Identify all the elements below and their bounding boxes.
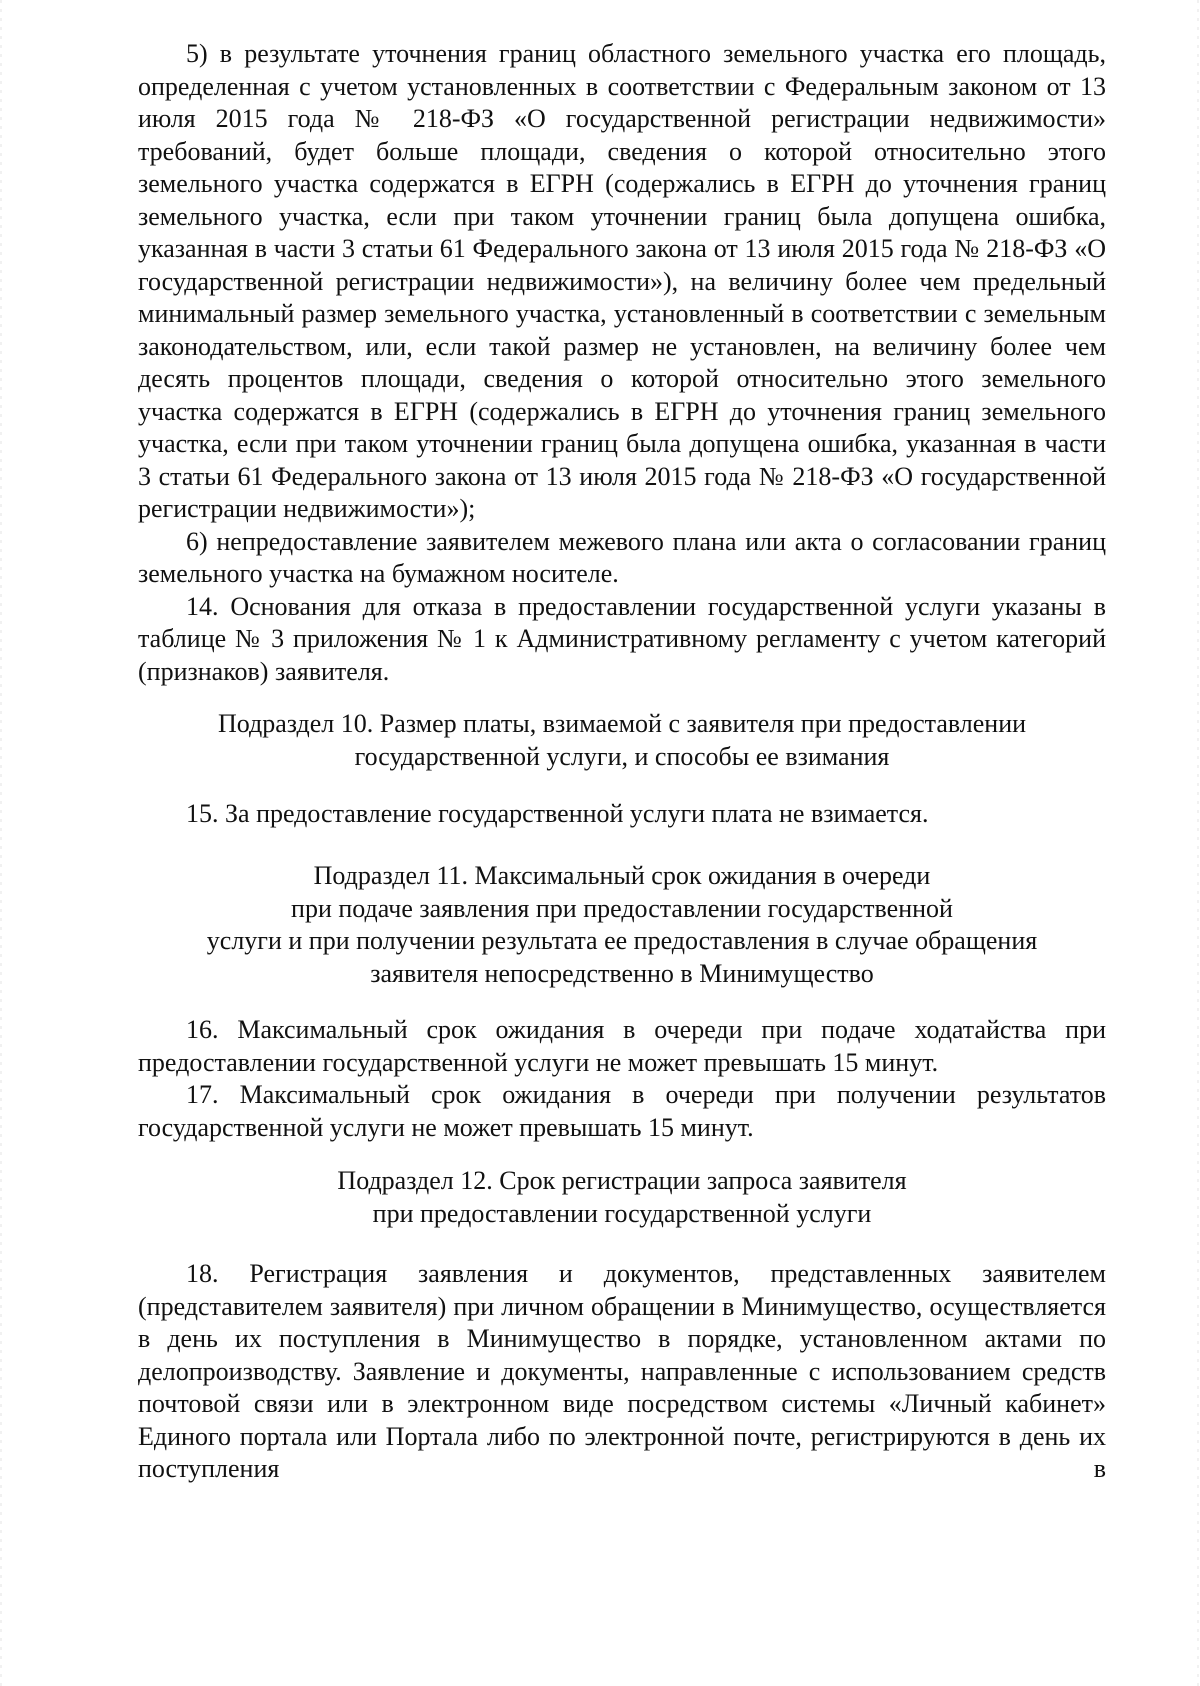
paragraph-item-16: 16. Максимальный срок ожидания в очереди при подаче ходатайства при предоставлении государственной услуги не может превышать 15 минут.	[138, 1015, 1106, 1077]
heading-11-line-3: услуги и при получении результата ее предоставления в случае обращения	[206, 926, 1038, 955]
heading-10-line-1: Подраздел 10. Размер платы, взимаемой с заявителя при предоставлении	[217, 709, 1027, 738]
paragraph-item-5: 5) в результате уточнения границ областного земельного участка его площадь, определенная с учетом установленных в соответствии с Федеральным законом от 13 июля 2015 года № 218-ФЗ «О государственной регистрации недвижимости» требований, будет больше площади, сведения о которой относительно этого земельного участка содержатся в ЕГРН (содержались в ЕГРН до уточнения границ земельного участка, если при таком уточнении границ была допущена ошибка, указанная в части 3 статьи 61 Федерального закона от 13 июля 2015 года № 218-ФЗ «О государственной регистрации недвижимости»), на величину более чем предельный минимальный размер земельного участка, установленный в соответствии с земельным законодательством, или, если такой размер не установлен, на величину более чем десять процентов площади, сведения о которой относительно этого земельного участка содержатся в ЕГРН (содержались в ЕГРН до уточнения границ земельного участка, если при таком уточнении границ была допущена ошибка, указанная в части 3 статьи 61 Федерального закона от 13 июля 2015 года № 218-ФЗ «О государственной регистрации недвижимости»);	[138, 39, 1106, 523]
heading-11-line-4: заявителя непосредственно в Минимущество	[370, 958, 874, 988]
scan-edge-right	[1197, 0, 1199, 1686]
paragraph-item-14: 14. Основания для отказа в предоставлении государственной услуги указаны в таблице № 3 приложения № 1 к Административному регламенту с учетом категорий (признаков) заявителя.	[138, 591, 1106, 686]
body-text-15	[138, 798, 1106, 831]
scan-edge-left	[0, 0, 2, 1686]
heading-10-line-2: государственной услуги, и способы ее взимания	[354, 741, 890, 771]
heading-11-line-1: Подраздел 11. Максимальный срок ожидания в очереди	[313, 861, 931, 890]
body-text-18	[138, 1258, 1106, 1486]
paragraph-item-6: 6) непредоставление заявителем межевого плана или акта о согласовании границ земельного участка на бумажном носителе.	[138, 526, 1106, 588]
paragraph-item-18: 18. Регистрация заявления и документов, представленных заявителем (представителем заявителя) при личном обращении в Минимущество, осуществляется в день их поступления в Минимущество в порядке, установленном актами по делопроизводству. Заявление и документы, направленные с использованием средств почтовой связи или в электронном виде посредством системы «Личный кабинет» Единого портала или Портала либо по электронной почте, регистрируются в день их поступления в	[138, 1259, 1106, 1483]
heading-12-line-1: Подраздел 12. Срок регистрации запроса заявителя	[337, 1166, 907, 1195]
heading-11-line-2: при подаче заявления при предоставлении государственной	[291, 893, 953, 923]
paragraph-item-17: 17. Максимальный срок ожидания в очереди при получении результатов государственной услуги не может превышать 15 минут.	[138, 1080, 1106, 1142]
subsection-12-heading	[138, 1165, 1106, 1230]
body-text-16-17	[138, 1014, 1106, 1144]
body-text-top	[138, 38, 1106, 688]
paragraph-item-15: 15. За предоставление государственной услуги плата не взимается.	[186, 799, 929, 828]
subsection-10-heading	[138, 708, 1106, 773]
subsection-11-heading	[138, 860, 1106, 990]
heading-12-line-2: при предоставлении государственной услуги	[372, 1198, 872, 1228]
